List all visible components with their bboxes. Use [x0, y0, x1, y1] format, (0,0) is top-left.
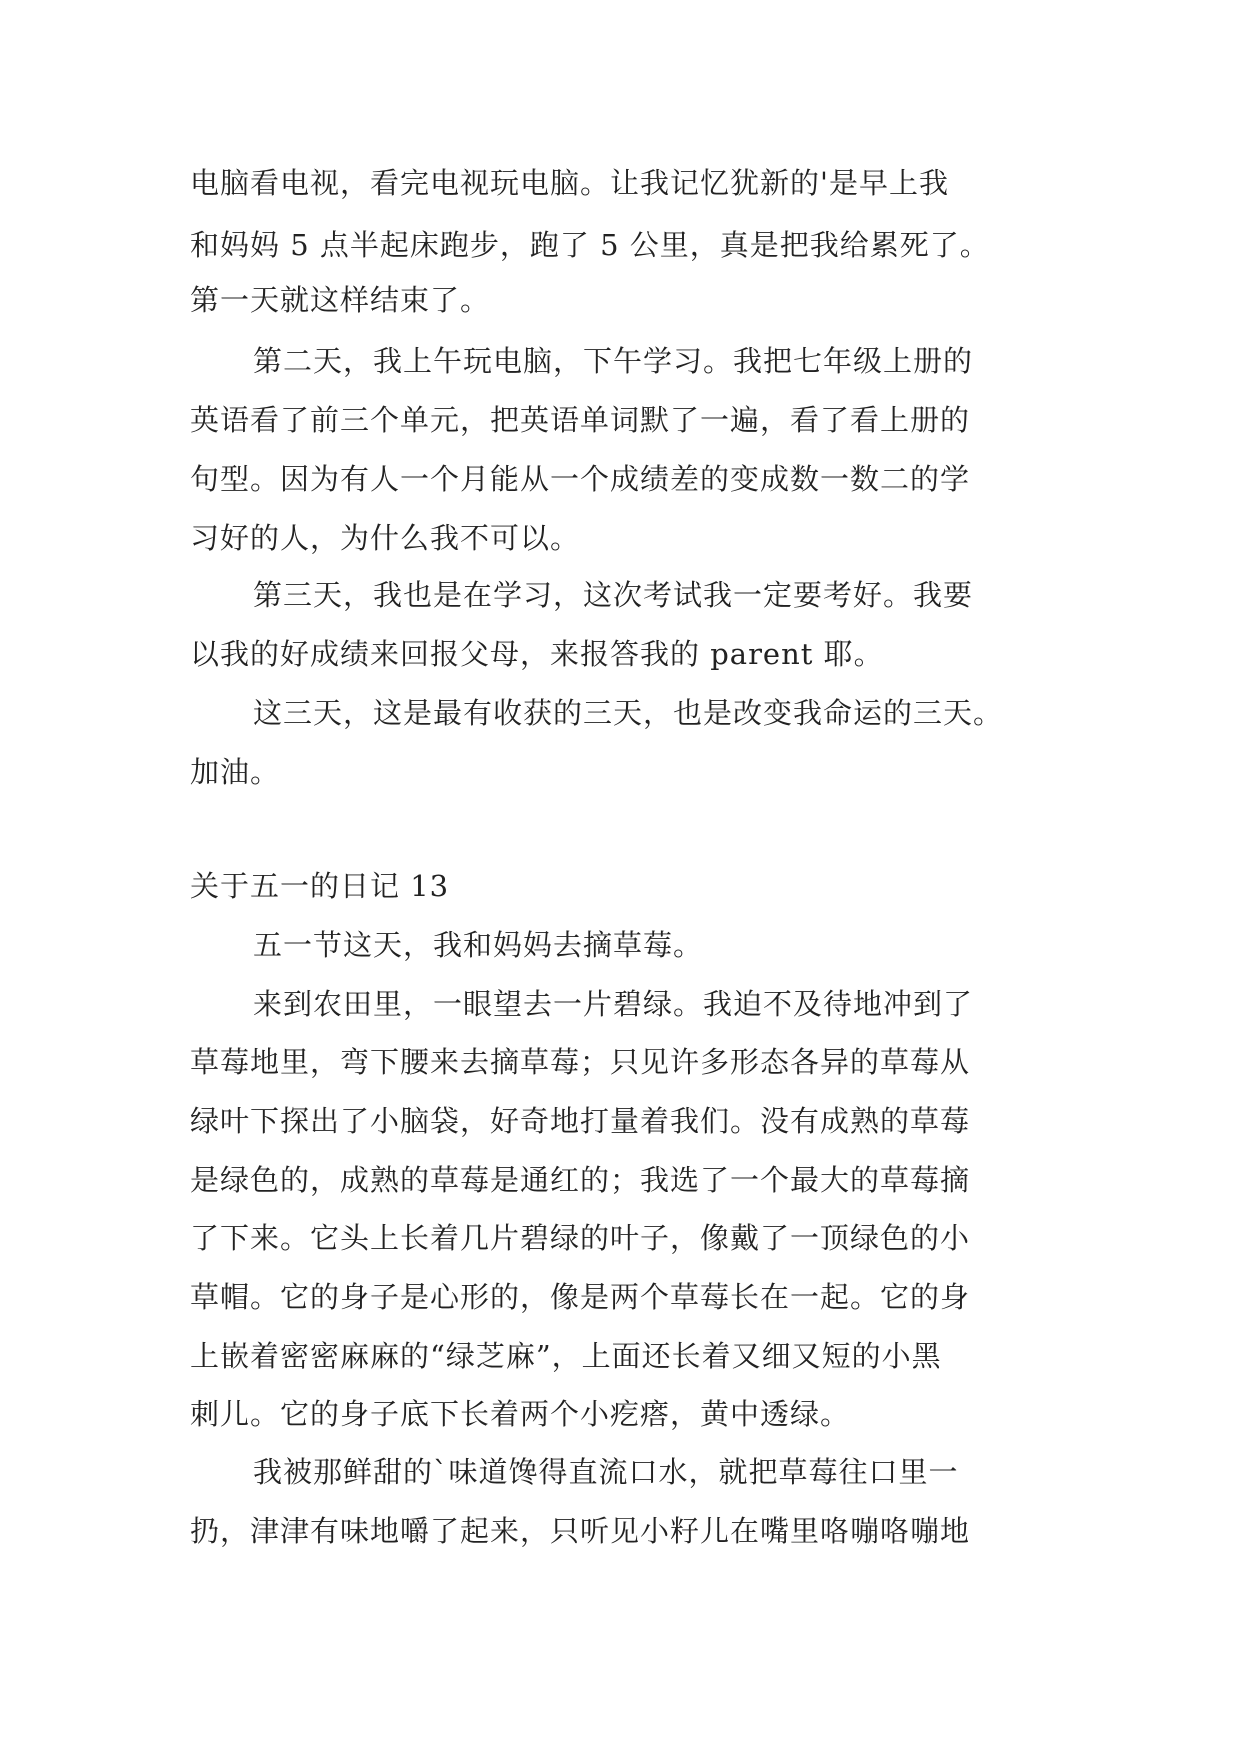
paragraph-line: 五一节这天，我和妈妈去摘草莓。 [253, 928, 704, 962]
paragraph-line: 草莓地里，弯下腰来去摘草莓；只见许多形态各异的草莓从 [190, 1045, 971, 1079]
section-title: 关于五一的日记 13 [190, 869, 450, 903]
paragraph-line: 电脑看电视，看完电视玩电脑。让我记忆犹新的'是早上我 [190, 166, 949, 200]
paragraph-line: 扔，津津有味地嚼了起来，只听见小籽儿在嘴里咯嘣咯嘣地 [190, 1514, 971, 1548]
paragraph-line: 上嵌着密密麻麻的“绿芝麻”，上面还长着又细又短的小黑 [190, 1339, 942, 1373]
paragraph-line: 以我的好成绩来回报父母，来报答我的 parent 耶。 [190, 637, 884, 671]
paragraph-line: 习好的人，为什么我不可以。 [190, 521, 581, 555]
paragraph-line: 草帽。它的身子是心形的，像是两个草莓长在一起。它的身 [190, 1280, 971, 1314]
paragraph-line: 这三天，这是最有收获的三天，也是改变我命运的三天。 [253, 696, 1004, 730]
paragraph-line: 第二天，我上午玩电脑，下午学习。我把七年级上册的 [253, 344, 974, 378]
paragraph-line: 绿叶下探出了小脑袋，好奇地打量着我们。没有成熟的草莓 [190, 1104, 971, 1138]
paragraph-line: 加油。 [190, 755, 281, 789]
paragraph-line: 句型。因为有人一个月能从一个成绩差的变成数一数二的学 [190, 462, 971, 496]
paragraph-line: 第一天就这样结束了。 [190, 283, 491, 317]
paragraph-line: 英语看了前三个单元，把英语单词默了一遍，看了看上册的 [190, 403, 971, 437]
paragraph-line: 了下来。它头上长着几片碧绿的叶子，像戴了一顶绿色的小 [190, 1221, 971, 1255]
paragraph-line: 我被那鲜甜的`味道馋得直流口水，就把草莓往口里一 [253, 1455, 959, 1489]
paragraph-line: 是绿色的，成熟的草莓是通红的；我选了一个最大的草莓摘 [190, 1163, 971, 1197]
paragraph-line: 和妈妈 5 点半起床跑步，跑了 5 公里，真是把我给累死了。 [190, 228, 990, 262]
paragraph-line: 第三天，我也是在学习，这次考试我一定要考好。我要 [253, 578, 974, 612]
paragraph-line: 刺儿。它的身子底下长着两个小疙瘩，黄中透绿。 [190, 1397, 851, 1431]
paragraph-line: 来到农田里，一眼望去一片碧绿。我迫不及待地冲到了 [253, 987, 974, 1021]
